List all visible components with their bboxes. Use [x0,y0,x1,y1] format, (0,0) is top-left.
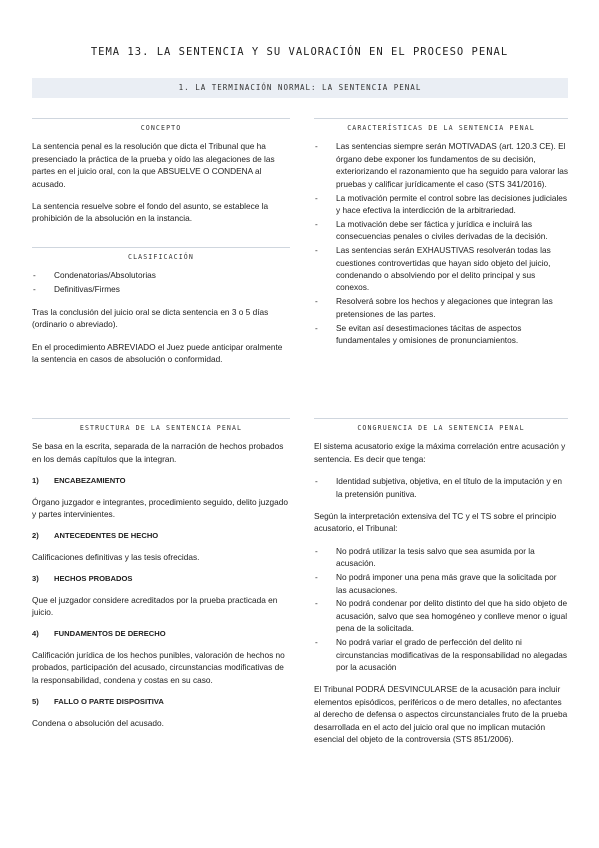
paragraph: Según la interpretación extensiva del TC y el TS sobre el principio acusatorio, el Tribunal: [314,511,557,534]
part-heading: 4) FUNDAMENTOS DE DERECHO [32,629,166,639]
part-heading: 3) HECHOS PROBADOS [32,574,133,584]
part-heading: 5) FALLO O PARTE DISPOSITIVA [32,697,164,707]
paragraph: El sistema acusatorio exige la máxima correlación entre acusación y sentencia. Es decir que tenga: [314,441,566,464]
heading-estructura: ESTRUCTURA DE LA SENTENCIA PENAL [32,418,290,434]
paragraph: Calificaciones definitivas y las tesis ofrecidas. [32,551,200,562]
paragraph: Condena o absolución del acusado. [32,717,164,728]
part-heading: 1) ENCABEZAMIENTO [32,476,126,486]
list-item: - Definitivas/Firmes [32,283,290,295]
section-congruencia [314,418,568,755]
list-item: - Se evitan así desestimaciones tácitas de aspectos fundamentales y omisiones de pronunciamientos. [314,322,568,347]
paragraph: Calificación jurídica de los hechos punibles, valoración de hechos no probados, participación del acusado, circunstancias modificativas de la responsabilidad, condena y costas en su caso. [32,649,285,685]
heading-caracteristicas: CARACTERÍSTICAS DE LA SENTENCIA PENAL [314,118,568,134]
list-item: - No podrá imponer una pena más grave que la solicitada por las acusaciones. [314,571,568,596]
section-caracteristicas [314,118,568,356]
list-item: - Las sentencias siempre serán MOTIVADAS (art. 120.3 CE). El órgano debe exponer los fundamentos de su decisión, exteriorizando el razonamiento que ha seguido para valorar las pruebas y calificar jurídicamente el caso (STS 341/2016). [314,140,568,190]
section-clasificacion [32,247,290,375]
section-concepto [32,118,290,235]
part-heading: 2) ANTECEDENTES DE HECHO [32,531,159,541]
heading-clasificacion: CLASIFICACIÓN [32,247,290,263]
list-item: - Resolverá sobre los hechos y alegaciones que integran las pretensiones de las partes. [314,295,568,320]
list-item: - No podrá condenar por delito distinto del que ha sido objeto de acusación, salvo que sea homogéneo y conlleve menor o igual pena de la solicitada. [314,597,568,634]
characteristics-list [314,140,568,346]
heading-concepto: CONCEPTO [32,118,290,134]
section-subtitle: 1. LA TERMINACIÓN NORMAL: LA SENTENCIA PENAL [178,83,422,92]
subtitle-bar [32,78,568,98]
list-item: - No podrá utilizar la tesis salvo que sea asumida por la acusación. [314,545,568,570]
list-item: - No podrá variar el grado de perfección del delito ni circunstancias modificativas de la responsabilidad no alegadas por la acusación [314,636,568,673]
list-item: - La motivación debe ser fáctica y jurídica e incluirá las consecuencias penales o civiles derivadas de la decisión. [314,218,568,243]
section-estructura [32,418,290,739]
paragraph: Se basa en la escrita, separada de la narración de hechos probados en los demás capítulos que la integran. [32,441,284,464]
identity-list [314,475,568,500]
list-item: - Identidad subjetiva, objetiva, en el título de la imputación y en la pretensión punitiva. [314,475,568,500]
list-item: - La motivación permite el control sobre las decisiones judiciales y hace efectiva la interdicción de la arbitrariedad. [314,192,568,217]
heading-congruencia: CONGRUENCIA DE LA SENTENCIA PENAL [314,418,568,434]
paragraph: Tras la conclusión del juicio oral se dicta sentencia en 3 o 5 días (ordinario o abreviado). [32,306,269,330]
classification-list [32,269,290,295]
list-item: - Condenatorias/Absolutorias [32,269,290,281]
list-item: - Las sentencias serán EXHAUSTIVAS resolverán todas las cuestiones controvertidas que hayan sido objeto del juicio, condenando o absolviendo por el delito principal y sus conexos. [314,244,568,294]
paragraph: El Tribunal PODRÁ DESVINCULARSE de la acusación para incluir elementos episódicos, periféricos o de mero detalles, no afectantes al derecho de defensa o aspectos circunstanciales fruto de la prueba desarrollada en el acto del juicio oral que no implican mutación esencial del objeto de la controversia (STS 851/2006). [314,684,568,745]
page-title: TEMA 13. LA SENTENCIA Y SU VALORACIÓN EN EL PROCESO PENAL [90,46,509,58]
paragraph: La sentencia resuelve sobre el fondo del asunto, se establece la prohibición de la absolución en la instancia. [32,201,269,224]
tribunal-limits-list [314,545,568,674]
paragraph: Que el juzgador considere acreditados por la prueba practicada en juicio. [32,594,278,618]
paragraph: Órgano juzgador e integrantes, procedimiento seguido, delito juzgado y partes intervinientes. [32,496,288,520]
paragraph: En el procedimiento ABREVIADO el Juez puede anticipar oralmente la sentencia en casos de absolución o conformidad. [32,341,283,364]
paragraph: La sentencia penal es la resolución que dicta el Tribunal que ha presenciado la práctica de la prueba y oído las alegaciones de las partes en el juicio oral, con la que ABSUELVE O CONDENA al acusado. [32,141,275,189]
